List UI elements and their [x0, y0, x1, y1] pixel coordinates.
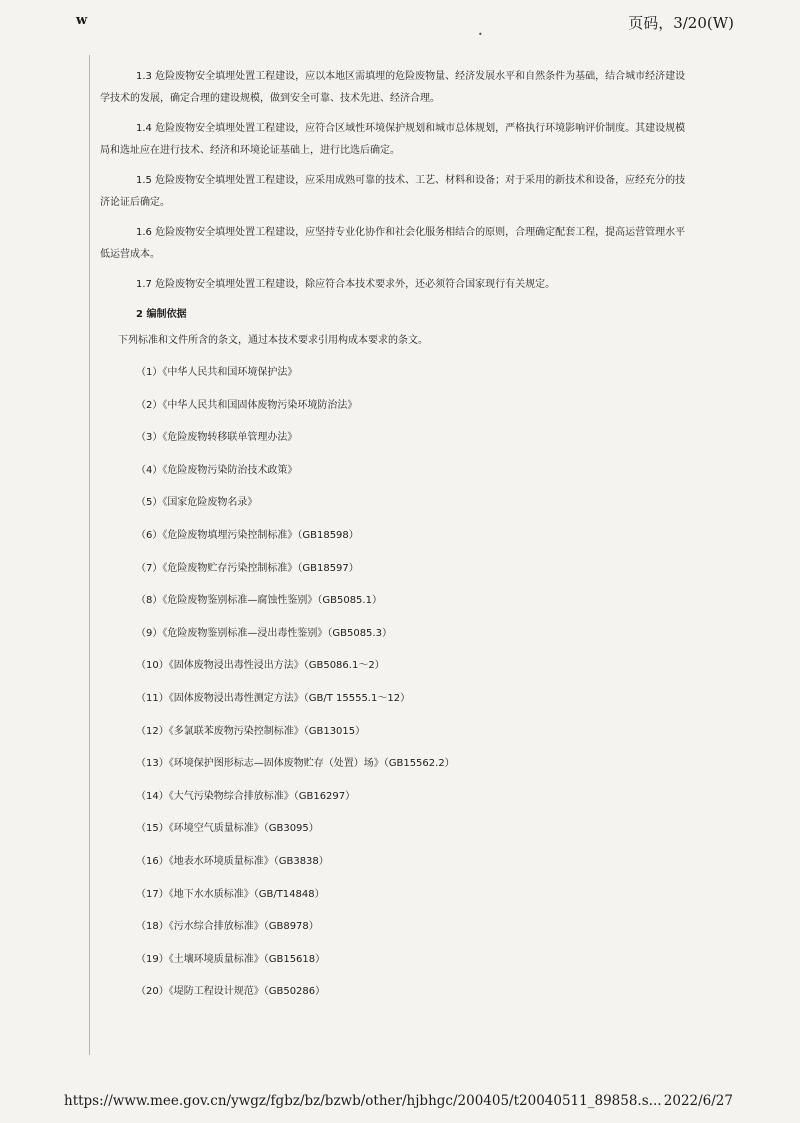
paragraph-1-3 — [100, 66, 738, 110]
section-intro: 下列标准和文件所含的条文，通过本技术要求引用构成本要求的条文。 — [118, 335, 428, 346]
reference-item: （1）《中华人民共和国环境保护法》 — [136, 367, 298, 378]
paragraph-line: 1.4 危险废物安全填埋处置工程建设，应符合区域性环境保护规划和城市总体规划，严格执行环境影响评价制度。其建设规模 — [136, 123, 686, 134]
paragraph-line: 1.5 危险废物安全填埋处置工程建设，应采用成熟可靠的技术、工艺、材料和设备；对于采用的新技术和设备，应经充分的技 — [136, 175, 686, 186]
reference-item: （20）《堤防工程设计规范》（GB50286） — [136, 986, 326, 998]
paragraph-1-7 — [118, 274, 738, 296]
paragraph-line: 1.6 危险废物安全填埋处置工程建设，应坚持专业化协作和社会化服务相结合的原则，合理确定配套工程，提高运营管理水平 — [136, 227, 686, 238]
reference-item: （4）《危险废物污染防治技术政策》 — [136, 464, 298, 476]
reference-item: （9）《危险废物鉴别标准—浸出毒性鉴别》（GB5085.3） — [136, 627, 392, 639]
reference-item: （10）《固体废物浸出毒性浸出方法》（GB5086.1～2） — [136, 660, 385, 672]
paragraph-1-6 — [100, 222, 738, 266]
reference-item: （15）《环境空气质量标准》（GB3095） — [136, 823, 319, 835]
paragraph-line: 局和选址应在进行技术、经济和环境论证基础上，进行比选后确定。 — [100, 145, 400, 156]
reference-item: （2）《中华人民共和国固体废物污染环境防治法》 — [136, 399, 358, 411]
paragraph-line: 学技术的发展，确定合理的建设规模，做到安全可靠、技术先进、经济合理。 — [100, 93, 440, 104]
paragraph-line: 低运营成本。 — [100, 249, 160, 260]
paragraph-1-5 — [100, 170, 738, 214]
reference-item: （12）《多氯联苯废物污染控制标准》（GB13015） — [136, 725, 366, 737]
scan-dot: • — [478, 30, 483, 39]
page-number: 页码，3/20(W) — [628, 14, 734, 32]
reference-item: （13）《环境保护图形标志—固体废物贮存（处置）场》（GB15562.2） — [136, 758, 455, 770]
margin-line — [89, 55, 90, 1055]
paragraph-line: 1.7 危险废物安全填埋处置工程建设，除应符合本技术要求外，还必须符合国家现行有关规定。 — [136, 279, 556, 290]
reference-item: （14）《大气污染物综合排放标准》（GB16297） — [136, 790, 356, 802]
reference-list — [118, 362, 738, 1014]
footer-url: https://www.mee.gov.cn/ywgz/fgbz/bz/bzwb/other/hjbhgc/200405/t20040511_89858.s... — [64, 1093, 662, 1109]
footer-date: 2022/6/27 — [663, 1093, 733, 1109]
reference-item: （18）《污水综合排放标准》（GB8978） — [136, 921, 319, 933]
header-left-mark: w — [76, 13, 88, 28]
paragraph-line: 济论证后确定。 — [100, 197, 170, 208]
reference-item: （3）《危险废物转移联单管理办法》 — [136, 432, 298, 444]
paragraph-1-4 — [100, 118, 738, 162]
reference-item: （17）《地下水水质标准》（GB/T14848） — [136, 888, 325, 900]
reference-item: （8）《危险废物鉴别标准—腐蚀性鉴别》（GB5085.1） — [136, 595, 382, 607]
reference-item: （6）《危险废物填埋污染控制标准》（GB18598） — [136, 529, 359, 541]
section-title: 2 编制依据 — [136, 309, 187, 320]
paragraph-line: 1.3 危险废物安全填埋处置工程建设，应以本地区需填埋的危险废物量、经济发展水平和自然条件为基础，结合城市经济建设 — [136, 71, 686, 82]
reference-item: （11）《固体废物浸出毒性测定方法》（GB/T 15555.1～12） — [136, 692, 411, 704]
document-body — [100, 66, 738, 1014]
reference-item: （7）《危险废物贮存污染控制标准》（GB18597） — [136, 562, 359, 574]
reference-item: （5）《国家危险废物名录》 — [136, 497, 258, 509]
reference-item: （16）《地表水环境质量标准》（GB3838） — [136, 855, 329, 867]
reference-item: （19）《土壤环境质量标准》（GB15618） — [136, 953, 326, 965]
